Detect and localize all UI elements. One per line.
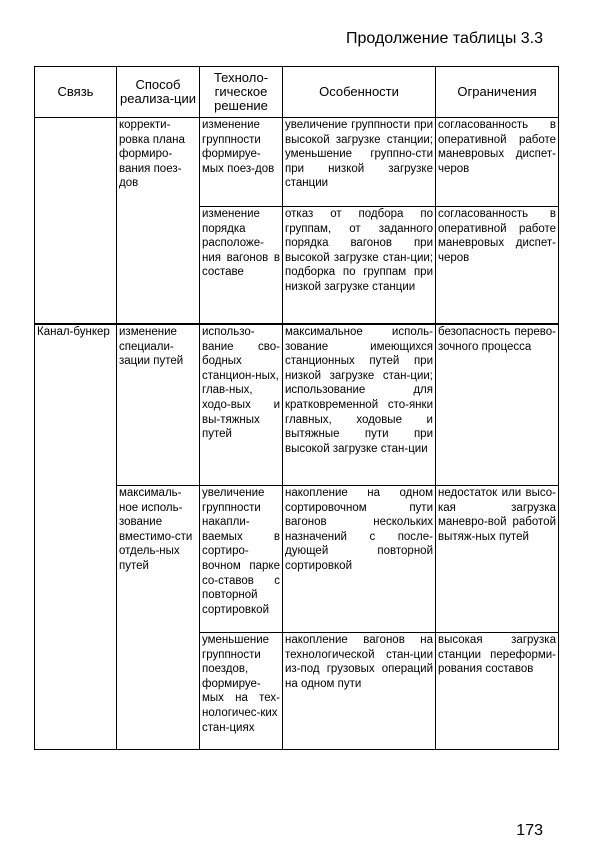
cell-method: максималь-ное исполь-зование вместимо-сти отдель-ных путей bbox=[117, 486, 200, 750]
table-caption: Продолжение таблицы 3.3 bbox=[346, 30, 543, 47]
cell-limits: высокая загрузка станции переформи-рования составов bbox=[436, 633, 559, 750]
table-row bbox=[35, 118, 559, 207]
cell-limits: недостаток или высо-кая загрузка маневро-вой работой вытяж-ных путей bbox=[436, 486, 559, 633]
cell-link-empty bbox=[35, 118, 117, 325]
cell-limits: согласованность в оперативной работе маневровых диспет-черов bbox=[436, 207, 559, 325]
cell-features: накопление на одном сортировочном пути вагонов нескольких назначений с после-дующей повторной сортировкой bbox=[283, 486, 436, 633]
cell-solution: увеличение группности накапли-ваемых в сортиро-вочном парке со-ставов с повторной сортировкой bbox=[200, 486, 283, 633]
header-method: Способ реализа-ции bbox=[117, 67, 200, 118]
cell-limits: безопасность перево-зочного процесса bbox=[436, 324, 559, 486]
page-number: 173 bbox=[516, 822, 543, 839]
cell-features: максимальное исполь-зование имеющихся станционных путей при низкой загрузке стан-ции; использование для кратковременной сто-янки главных, ходовые и вытяжные пути при высокой загрузке стан-ции bbox=[283, 324, 436, 486]
header-limits: Ограничения bbox=[436, 67, 559, 118]
cell-limits: согласованность в оперативной работе маневровых диспет-черов bbox=[436, 118, 559, 207]
table-row bbox=[35, 324, 559, 486]
header-solution: Техноло-гическое решение bbox=[200, 67, 283, 118]
cell-solution: изменение порядка расположе-ния вагонов в составе bbox=[200, 207, 283, 325]
header-features: Особенности bbox=[283, 67, 436, 118]
cell-solution: уменьшение группности поездов, формируе-мых на тех-нологичес-ких стан-циях bbox=[200, 633, 283, 750]
cell-method: изменение специали-зации путей bbox=[117, 324, 200, 486]
header-link: Связь bbox=[35, 67, 117, 118]
cell-features: отказ от подбора по группам, от заданного порядка вагонов при высокой загрузке стан-ции; подборка по группам при низкой загрузке станции bbox=[283, 207, 436, 325]
cell-solution: изменение группности формируе-мых поез-дов bbox=[200, 118, 283, 207]
cell-features: накопление вагонов на технологической стан-ции из-под грузовых операций на одном пути bbox=[283, 633, 436, 750]
cell-solution: использо-вание сво-бодных станцион-ных, глав-ных, ходо-вых и вы-тяжных путей bbox=[200, 324, 283, 486]
table-header-row bbox=[35, 67, 559, 118]
data-table bbox=[34, 66, 559, 750]
cell-link: Канал-бункер bbox=[35, 324, 117, 750]
cell-method: корректи-ровка плана формиро-вания поез-дов bbox=[117, 118, 200, 325]
cell-features: увеличение группности при высокой загрузке станции; уменьшение группно-сти при низкой загрузке станции bbox=[283, 118, 436, 207]
